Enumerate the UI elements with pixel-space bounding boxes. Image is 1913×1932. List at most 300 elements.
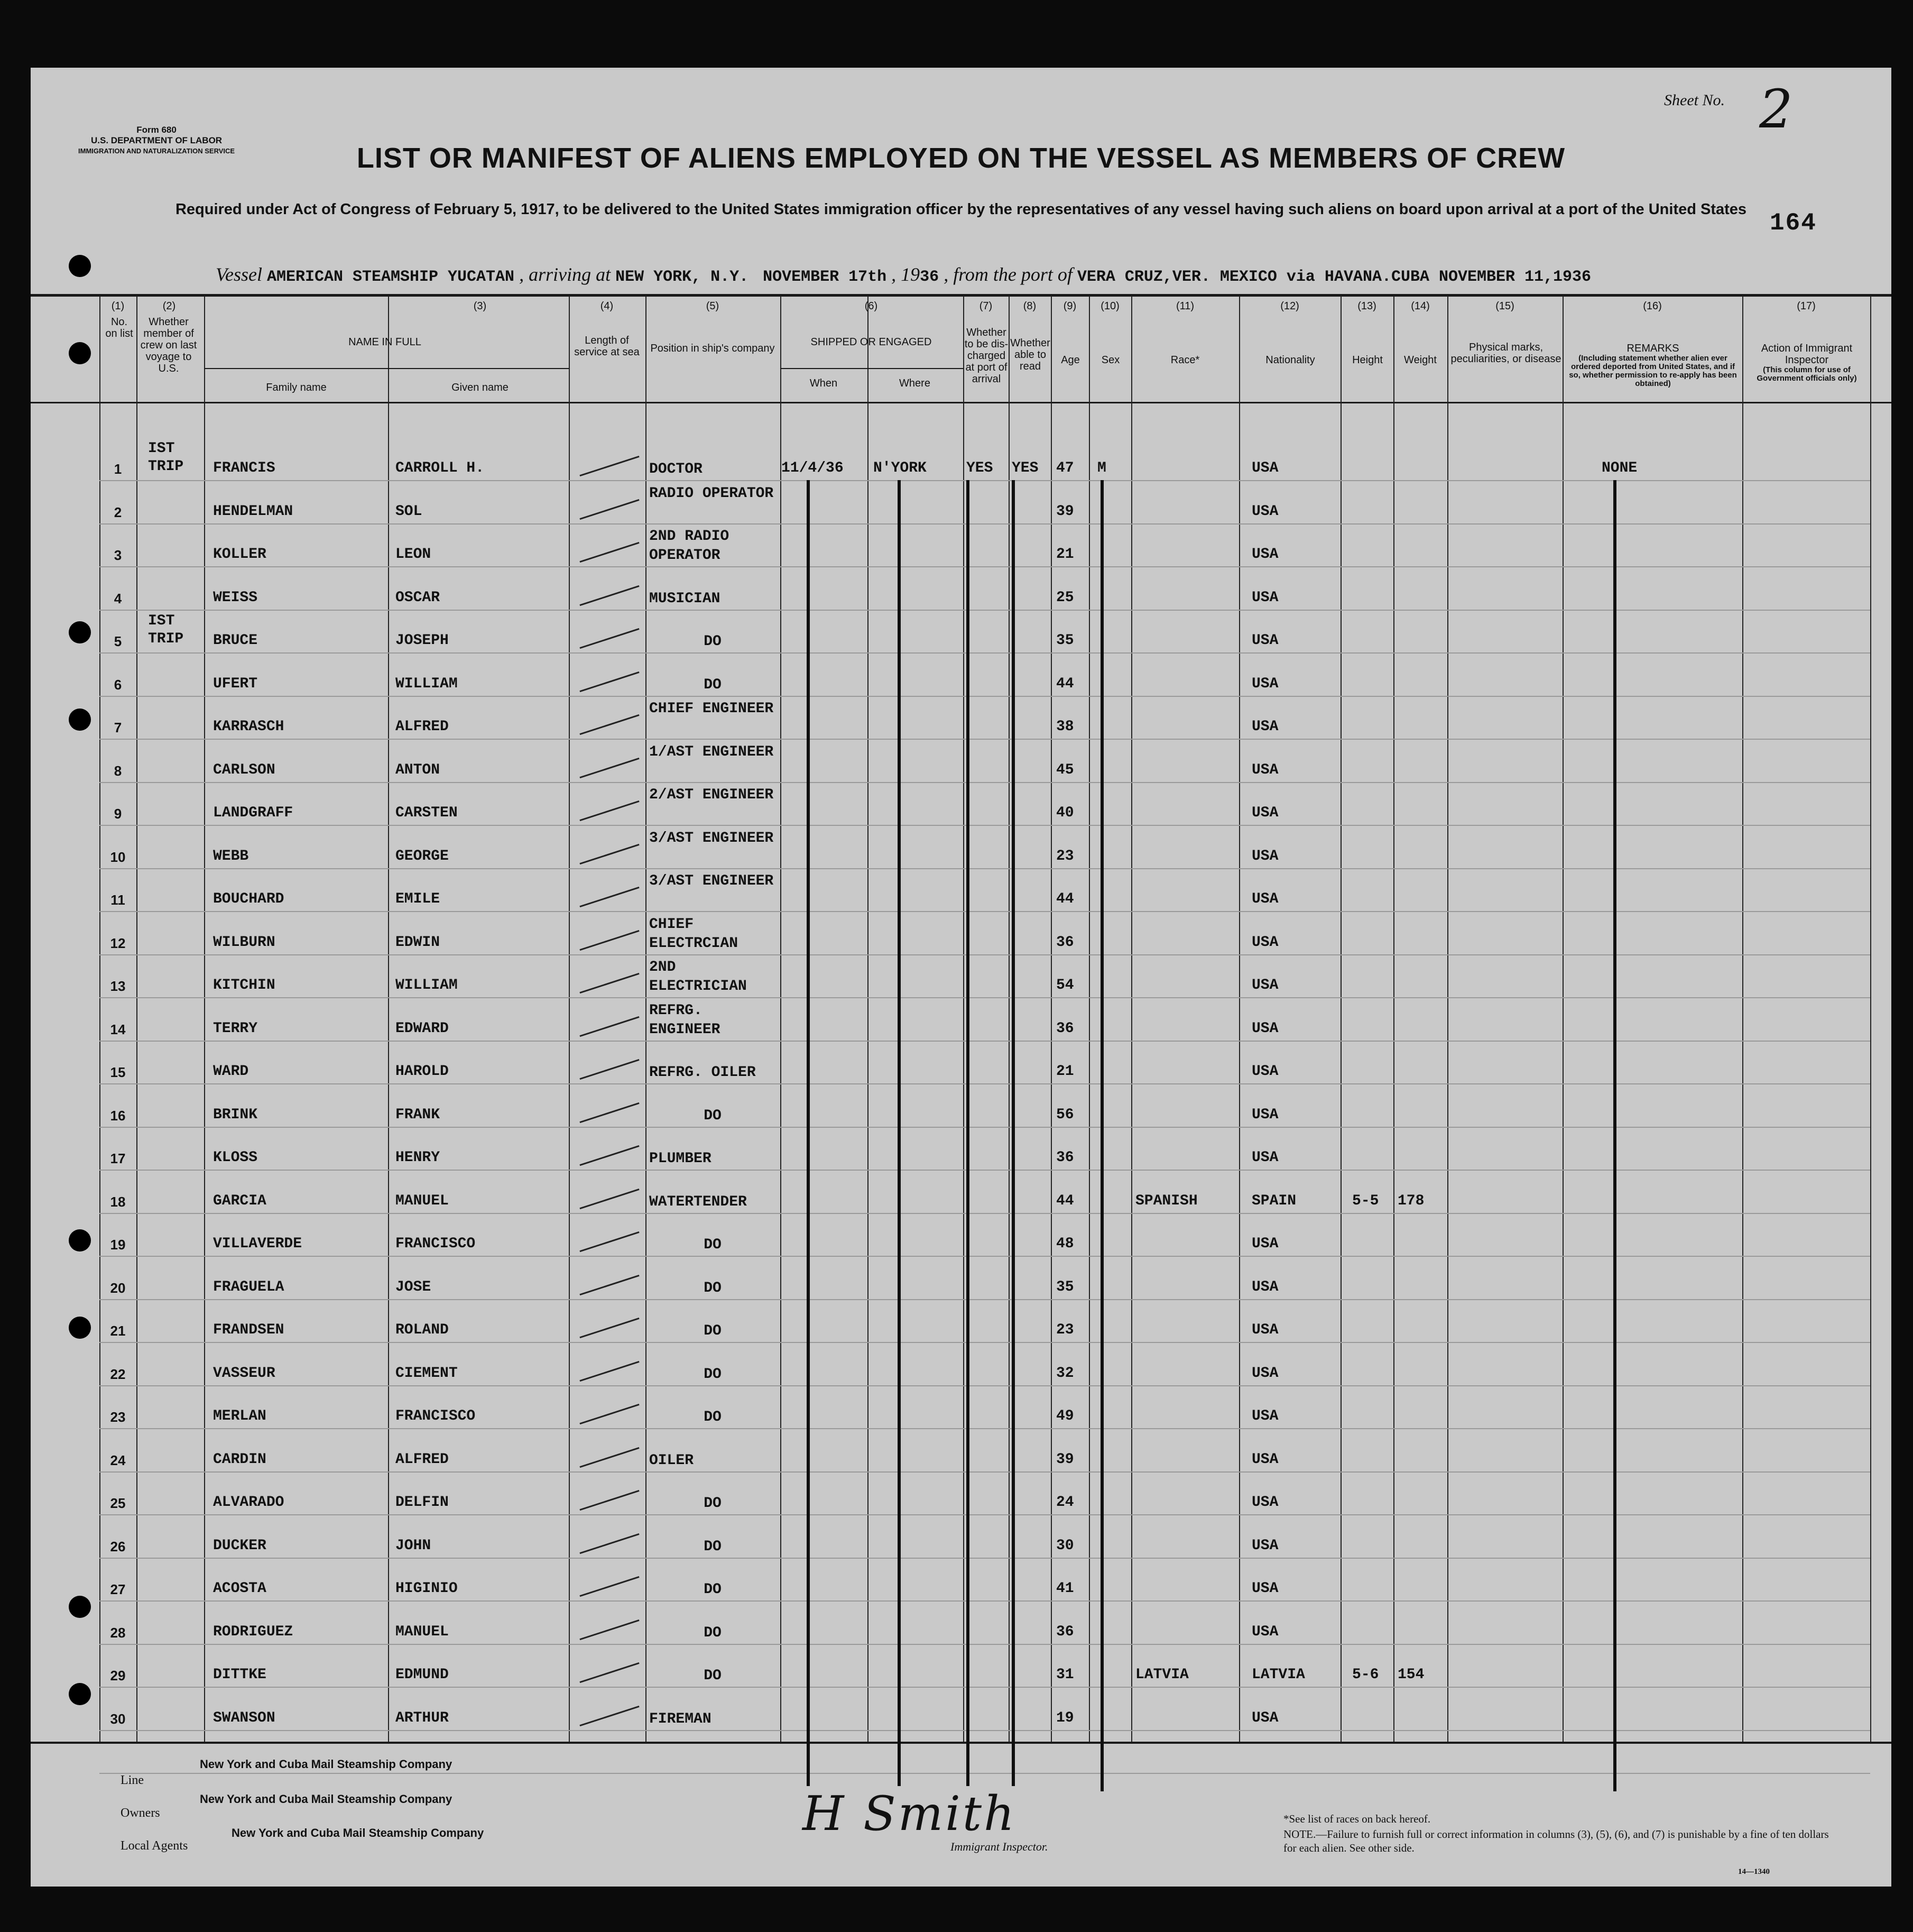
- service-tick-mark: [579, 1447, 639, 1468]
- cell-family: GARCIA: [213, 1193, 266, 1209]
- column-divider: [780, 296, 781, 1742]
- page-title: LIST OR MANIFEST OF ALIENS EMPLOYED ON THE VESSEL AS MEMBERS OF CREW: [356, 142, 1566, 174]
- service-tick-mark: [579, 844, 639, 864]
- cell-given: ARTHUR: [395, 1710, 449, 1726]
- cell-position: DO: [704, 1280, 722, 1296]
- cell-position: DO: [704, 1625, 722, 1641]
- cell-age: 21: [1056, 546, 1074, 563]
- cell-given: GEORGE: [395, 848, 449, 864]
- cell-nationality: LATVIA: [1252, 1667, 1305, 1683]
- vessel-line: [216, 263, 1591, 286]
- cell-given: FRANCISCO: [395, 1236, 476, 1252]
- row-number: 24: [110, 1452, 126, 1468]
- row-number: 7: [114, 720, 122, 735]
- cell-position: 3/AST ENGINEER: [649, 830, 774, 847]
- column-divider: [1239, 296, 1240, 1742]
- cell-age: 30: [1056, 1538, 1074, 1554]
- row-rule: [99, 1041, 1870, 1042]
- row-number: 27: [110, 1581, 126, 1597]
- column-divider: [388, 296, 389, 1742]
- cell-nationality: USA: [1252, 848, 1279, 864]
- cell-given: MANUEL: [395, 1624, 449, 1640]
- cell-remarks: NONE: [1602, 460, 1638, 476]
- row-rule: [99, 825, 1870, 826]
- departure-port: VERA CRUZ,VER. MEXICO via HAVANA.CUBA NOVEMBER 11,1936: [1077, 268, 1592, 286]
- cell-position: DO: [704, 1108, 722, 1124]
- cell-age: 49: [1056, 1408, 1074, 1424]
- column-number: (7): [979, 300, 993, 312]
- cell-family: VILLAVERDE: [213, 1236, 302, 1252]
- cell-family: MERLAN: [213, 1408, 266, 1424]
- department-name: U.S. DEPARTMENT OF LABOR: [91, 135, 223, 145]
- column-number: (16): [1643, 300, 1662, 312]
- cell-given: WILLIAM: [395, 676, 458, 692]
- column-divider: [1131, 296, 1132, 1742]
- row-rule: [99, 1558, 1870, 1559]
- cell-nationality: USA: [1252, 1107, 1279, 1123]
- binder-hole: [69, 255, 91, 277]
- row-number: 21: [110, 1323, 126, 1339]
- service-tick-mark: [579, 930, 639, 951]
- cell-given: ALFRED: [395, 719, 449, 735]
- row-number: 22: [110, 1366, 126, 1382]
- service-tick-mark: [579, 1318, 639, 1338]
- column-divider: [1393, 296, 1394, 1742]
- cell-family: CARDIN: [213, 1451, 266, 1468]
- cell-family: FRAGUELA: [213, 1279, 284, 1295]
- cell-nationality: USA: [1252, 1149, 1279, 1166]
- cell-where: N'YORK: [873, 460, 927, 476]
- cell-position: 2ND ELECTRICIAN: [649, 959, 747, 995]
- col-race-header: Race*: [1170, 354, 1200, 366]
- row-rule: [99, 1170, 1870, 1171]
- page-subtitle: Required under Act of Congress of February 5, 1917, to be delivered to the United States immigration officer by the representatives of any vessel having such aliens on board upon arrival at a port of the United States: [175, 201, 1747, 218]
- cell-given: JOSE: [395, 1279, 431, 1295]
- binder-hole: [69, 621, 91, 643]
- row-rule: [99, 868, 1870, 869]
- cell-family: KOLLER: [213, 546, 266, 563]
- column-number: (17): [1797, 300, 1816, 312]
- column-divider: [867, 296, 868, 1742]
- inspector-label: Immigrant Inspector.: [950, 1840, 1048, 1853]
- col-height-header: Height: [1352, 354, 1383, 366]
- service-name: IMMIGRATION AND NATURALIZATION SERVICE: [78, 147, 235, 155]
- cell-age: 56: [1056, 1107, 1074, 1123]
- cell-family: BOUCHARD: [213, 891, 284, 907]
- cell-height: 5-5: [1352, 1193, 1379, 1209]
- service-tick-mark: [579, 1533, 639, 1554]
- cell-age: 32: [1056, 1365, 1074, 1382]
- column-number: (2): [162, 300, 176, 312]
- column-divider: [204, 296, 205, 1742]
- col-when-header: When: [809, 378, 838, 389]
- service-tick-mark: [579, 1706, 639, 1726]
- service-tick-mark: [579, 1404, 639, 1424]
- row-number: 29: [110, 1668, 126, 1683]
- ditto-line-remarks: [1613, 480, 1616, 1791]
- cell-family: SWANSON: [213, 1710, 275, 1726]
- cell-position: 1/AST ENGINEER: [649, 744, 774, 760]
- cell-family: RODRIGUEZ: [213, 1624, 293, 1640]
- remarks-note: (Including statement whether alien ever ordered deported from United States, and if so, whether permission to re-apply has been obtained): [1569, 354, 1737, 388]
- row-rule: [99, 523, 1870, 525]
- row-rule: [99, 1514, 1870, 1515]
- cell-given: FRANK: [395, 1107, 440, 1123]
- cell-nationality: USA: [1252, 805, 1279, 821]
- binder-hole: [69, 1683, 91, 1705]
- cell-position: DO: [704, 677, 722, 693]
- row-rule: [99, 1083, 1870, 1084]
- cell-family: WARD: [213, 1063, 249, 1080]
- row-rule: [99, 1773, 1870, 1774]
- column-divider: [1009, 296, 1010, 1742]
- row-rule: [99, 997, 1870, 998]
- column-number: (12): [1280, 300, 1299, 312]
- vessel-label: Vessel: [216, 264, 262, 285]
- column-number: (15): [1495, 300, 1514, 312]
- cell-position: FIREMAN: [649, 1711, 711, 1727]
- cell-age: 47: [1056, 460, 1074, 476]
- footer-agents-value: New York and Cuba Mail Steamship Company: [232, 1826, 484, 1839]
- cell-nationality: USA: [1252, 1451, 1279, 1468]
- cell-family: HENDELMAN: [213, 503, 293, 520]
- service-tick-mark: [579, 1145, 639, 1166]
- ditto-line-discharged: [966, 480, 969, 1786]
- cell-position: DO: [704, 1668, 722, 1684]
- cell-given: EDWARD: [395, 1020, 449, 1037]
- col-family-name-header: Family name: [266, 382, 327, 393]
- cell-nationality: USA: [1252, 1279, 1279, 1295]
- cell-age: 39: [1056, 503, 1074, 520]
- footer-line-label: Line: [121, 1773, 144, 1787]
- cell-given: JOHN: [395, 1538, 431, 1554]
- col-action-header: [1743, 343, 1870, 383]
- manifest-sheet: [31, 68, 1891, 1887]
- cell-nationality: USA: [1252, 503, 1279, 520]
- cell-given: MANUEL: [395, 1193, 449, 1209]
- binder-hole: [69, 709, 91, 731]
- cell-age: 45: [1056, 762, 1074, 778]
- cell-given: ALFRED: [395, 1451, 449, 1468]
- remarks-title: REMARKS: [1626, 343, 1679, 354]
- penalty-note: NOTE.—Failure to furnish full or correct information in columns (3), (5), (6), and (7) is punishable by a fine of ten dollars for each alien. See other side.: [1283, 1828, 1829, 1854]
- cell-given: DELFIN: [395, 1494, 449, 1511]
- row-number: 9: [114, 806, 122, 822]
- row-number: 20: [110, 1280, 126, 1296]
- service-tick-mark: [579, 973, 639, 993]
- row-number: 10: [110, 849, 126, 865]
- cell-nationality: USA: [1252, 719, 1279, 735]
- cell-height: 5-6: [1352, 1667, 1379, 1683]
- cell-nationality: USA: [1252, 1020, 1279, 1037]
- cell-given: CARSTEN: [395, 805, 458, 821]
- arrival-port: NEW YORK, N.Y.: [615, 268, 749, 286]
- cell-family: UFERT: [213, 676, 258, 692]
- cell-nationality: USA: [1252, 460, 1279, 476]
- cell-family: ALVARADO: [213, 1494, 284, 1511]
- arriving-label: , arriving at: [519, 264, 611, 285]
- cell-age: 36: [1056, 1624, 1074, 1640]
- cell-nationality: USA: [1252, 1580, 1279, 1597]
- service-tick-mark: [579, 1576, 639, 1597]
- service-tick-mark: [579, 1490, 639, 1511]
- action-note: (This column for use of Government officials only): [1757, 365, 1857, 383]
- cell-position: REFRG. ENGINEER: [649, 1002, 720, 1038]
- cell-family: VASSEUR: [213, 1365, 275, 1382]
- cell-family: KITCHIN: [213, 977, 275, 993]
- subheader-rule: [780, 368, 963, 369]
- row-number: 11: [110, 892, 125, 908]
- cell-family: WEISS: [213, 590, 258, 606]
- cell-age: 25: [1056, 590, 1074, 606]
- cell-position: 3/AST ENGINEER: [649, 873, 774, 889]
- cell-nationality: USA: [1252, 1710, 1279, 1726]
- service-tick-mark: [579, 758, 639, 778]
- year-prefix: , 19: [891, 264, 920, 285]
- cell-family: DITTKE: [213, 1667, 266, 1683]
- row-number: 28: [110, 1625, 126, 1641]
- row-number: 25: [110, 1495, 126, 1511]
- cell-given: FRANCISCO: [395, 1408, 476, 1424]
- service-tick-mark: [579, 456, 639, 476]
- row-number: 17: [110, 1151, 126, 1166]
- cell-age: 21: [1056, 1063, 1074, 1080]
- cell-position: DO: [704, 1495, 722, 1512]
- cell-position: 2ND RADIO OPERATOR: [649, 528, 729, 564]
- row-rule: [99, 1256, 1870, 1257]
- form-code: 14—1340: [1738, 1867, 1770, 1876]
- service-tick-mark: [579, 1059, 639, 1080]
- service-tick-mark: [579, 1102, 639, 1123]
- row-number: 5: [114, 633, 122, 649]
- col-service-header: Length of service at sea: [574, 335, 640, 358]
- column-number: (11): [1176, 300, 1195, 312]
- cell-nationality: USA: [1252, 977, 1279, 993]
- cell-position: DO: [704, 1366, 722, 1383]
- cell-family: BRUCE: [213, 632, 258, 649]
- row-number: 18: [110, 1194, 126, 1210]
- column-divider: [1341, 296, 1342, 1742]
- cell-nationality: USA: [1252, 1408, 1279, 1424]
- cell-age: 44: [1056, 676, 1074, 692]
- row-number: 12: [110, 935, 126, 951]
- races-note: *See list of races on back hereof.: [1283, 1813, 1431, 1825]
- cell-position: CHIEF ENGINEER: [649, 701, 774, 717]
- row-rule: [99, 1600, 1870, 1602]
- cell-sex: M: [1097, 460, 1106, 476]
- service-tick-mark: [579, 542, 639, 563]
- cell-age: 41: [1056, 1580, 1074, 1597]
- ditto-line-sex: [1101, 480, 1104, 1791]
- cell-position: DO: [704, 633, 722, 650]
- cell-family: LANDGRAFF: [213, 805, 293, 821]
- row-number: 14: [110, 1022, 126, 1037]
- row-rule: [99, 1127, 1870, 1128]
- cell-nationality: USA: [1252, 934, 1279, 951]
- cell-position: 2/AST ENGINEER: [649, 787, 774, 803]
- row-number: 1: [114, 461, 122, 477]
- cell-position: MUSICIAN: [649, 591, 720, 607]
- cell-family: FRANCIS: [213, 460, 275, 476]
- col-sex-header: Sex: [1101, 354, 1120, 366]
- cell-age: 54: [1056, 977, 1074, 993]
- service-tick-mark: [579, 671, 639, 692]
- cell-family: ACOSTA: [213, 1580, 266, 1597]
- row-number: 19: [110, 1237, 126, 1253]
- column-divider: [1051, 296, 1052, 1742]
- binder-hole: [69, 342, 91, 364]
- service-tick-mark: [579, 1231, 639, 1252]
- sheet-number-value: 2: [1759, 78, 1793, 140]
- row-rule: [99, 652, 1870, 654]
- ditto-line-read: [1012, 480, 1015, 1786]
- footer-agents-label: Local Agents: [121, 1839, 188, 1853]
- row-rule: [99, 1385, 1870, 1386]
- column-number: (1): [111, 300, 125, 312]
- col-age-header: Age: [1061, 354, 1080, 366]
- service-tick-mark: [579, 1189, 639, 1209]
- column-divider: [963, 296, 964, 1742]
- row-rule: [99, 696, 1870, 697]
- row-rule: [99, 610, 1870, 611]
- column-divider: [569, 296, 570, 1742]
- column-divider: [1870, 296, 1871, 1742]
- cell-nationality: USA: [1252, 1322, 1279, 1338]
- cell-when: 11/4/36: [781, 460, 844, 476]
- col-remarks-header: [1565, 343, 1741, 388]
- row-rule: [99, 782, 1870, 783]
- row-rule: [99, 1299, 1870, 1300]
- table-top-rule: [31, 294, 1891, 297]
- cell-race: LATVIA: [1135, 1667, 1189, 1683]
- cell-family: TERRY: [213, 1020, 258, 1037]
- cell-nationality: USA: [1252, 1236, 1279, 1252]
- service-tick-mark: [579, 499, 639, 520]
- cell-nationality: USA: [1252, 632, 1279, 649]
- row-rule: [99, 566, 1870, 567]
- cell-age: 23: [1056, 848, 1074, 864]
- row-number: 4: [114, 591, 122, 606]
- footer-owners-label: Owners: [121, 1806, 160, 1820]
- cell-family: WILBURN: [213, 934, 275, 951]
- cell-given: ANTON: [395, 762, 440, 778]
- service-tick-mark: [579, 801, 639, 821]
- row-rule: [99, 1342, 1870, 1343]
- row-rule: [99, 1213, 1870, 1214]
- cell-position: DO: [704, 1581, 722, 1598]
- service-tick-mark: [579, 628, 639, 649]
- column-divider: [1447, 296, 1448, 1742]
- cell-given: HIGINIO: [395, 1580, 458, 1597]
- service-tick-mark: [579, 585, 639, 606]
- service-tick-mark: [579, 1620, 639, 1640]
- cell-nationality: USA: [1252, 1494, 1279, 1511]
- form-number: Form 680: [136, 125, 177, 135]
- cell-position: DO: [704, 1539, 722, 1555]
- service-tick-mark: [579, 1361, 639, 1382]
- arrival-date: NOVEMBER 17th: [763, 268, 887, 286]
- column-number: (14): [1411, 300, 1430, 312]
- previous-voyage: IST TRIP: [148, 440, 184, 475]
- cell-read: YES: [1012, 460, 1039, 476]
- cell-given: EMILE: [395, 891, 440, 907]
- row-rule: [99, 739, 1870, 740]
- col-prev-voyage-header: Whether member of crew on last voyage to U.S.: [140, 316, 197, 374]
- cell-given: WILLIAM: [395, 977, 458, 993]
- binder-hole: [69, 1317, 91, 1339]
- column-number: (8): [1023, 300, 1037, 312]
- cell-nationality: USA: [1252, 891, 1279, 907]
- cell-position: RADIO OPERATOR: [649, 485, 774, 502]
- stamp-number: 164: [1770, 209, 1817, 237]
- cell-race: SPANISH: [1135, 1193, 1198, 1209]
- column-divider: [1563, 296, 1564, 1742]
- cell-given: EDMUND: [395, 1667, 449, 1683]
- cell-position: WATERTENDER: [649, 1194, 747, 1210]
- cell-position: DO: [704, 1409, 722, 1425]
- cell-family: CARLSON: [213, 762, 275, 778]
- cell-family: WEBB: [213, 848, 249, 864]
- cell-given: OSCAR: [395, 590, 440, 606]
- footer-line-value: New York and Cuba Mail Steamship Company: [200, 1758, 452, 1771]
- column-number: (4): [600, 300, 614, 312]
- row-rule: [99, 1644, 1870, 1645]
- service-tick-mark: [579, 887, 639, 907]
- cell-position: DO: [704, 1237, 722, 1253]
- column-number: (9): [1063, 300, 1077, 312]
- column-divider: [99, 296, 100, 1742]
- previous-voyage: IST TRIP: [148, 613, 184, 647]
- cell-given: CIEMENT: [395, 1365, 458, 1382]
- row-number: 23: [110, 1409, 126, 1425]
- cell-position: CHIEF ELECTRCIAN: [649, 916, 738, 952]
- cell-age: 48: [1056, 1236, 1074, 1252]
- col-position-header: Position in ship's company: [650, 343, 775, 354]
- cell-nationality: USA: [1252, 676, 1279, 692]
- row-rule: [99, 1687, 1870, 1688]
- service-tick-mark: [579, 1016, 639, 1037]
- cell-discharged: YES: [966, 460, 993, 476]
- cell-age: 44: [1056, 1193, 1074, 1209]
- cell-given: JOSEPH: [395, 632, 449, 649]
- row-rule: [99, 954, 1870, 955]
- row-number: 2: [114, 504, 122, 520]
- footer-owners-value: New York and Cuba Mail Steamship Company: [200, 1792, 452, 1806]
- cell-nationality: USA: [1252, 590, 1279, 606]
- service-tick-mark: [579, 714, 639, 735]
- cell-nationality: USA: [1252, 762, 1279, 778]
- service-tick-mark: [579, 1275, 639, 1295]
- row-number: 16: [110, 1108, 126, 1124]
- column-number: (10): [1101, 300, 1120, 312]
- cell-age: 40: [1056, 805, 1074, 821]
- cell-family: BRINK: [213, 1107, 258, 1123]
- col-name-header: NAME IN FULL: [348, 336, 421, 348]
- cell-nationality: USA: [1252, 1624, 1279, 1640]
- binder-hole: [69, 1229, 91, 1252]
- row-number: 30: [110, 1711, 126, 1727]
- cell-age: 31: [1056, 1667, 1074, 1683]
- cell-age: 36: [1056, 934, 1074, 951]
- cell-family: KARRASCH: [213, 719, 284, 735]
- table-bottom-rule: [31, 1742, 1891, 1744]
- cell-age: 35: [1056, 632, 1074, 649]
- row-rule: [99, 480, 1870, 481]
- cell-given: SOL: [395, 503, 422, 520]
- column-divider: [136, 296, 137, 1742]
- cell-age: 39: [1056, 1451, 1074, 1468]
- cell-age: 44: [1056, 891, 1074, 907]
